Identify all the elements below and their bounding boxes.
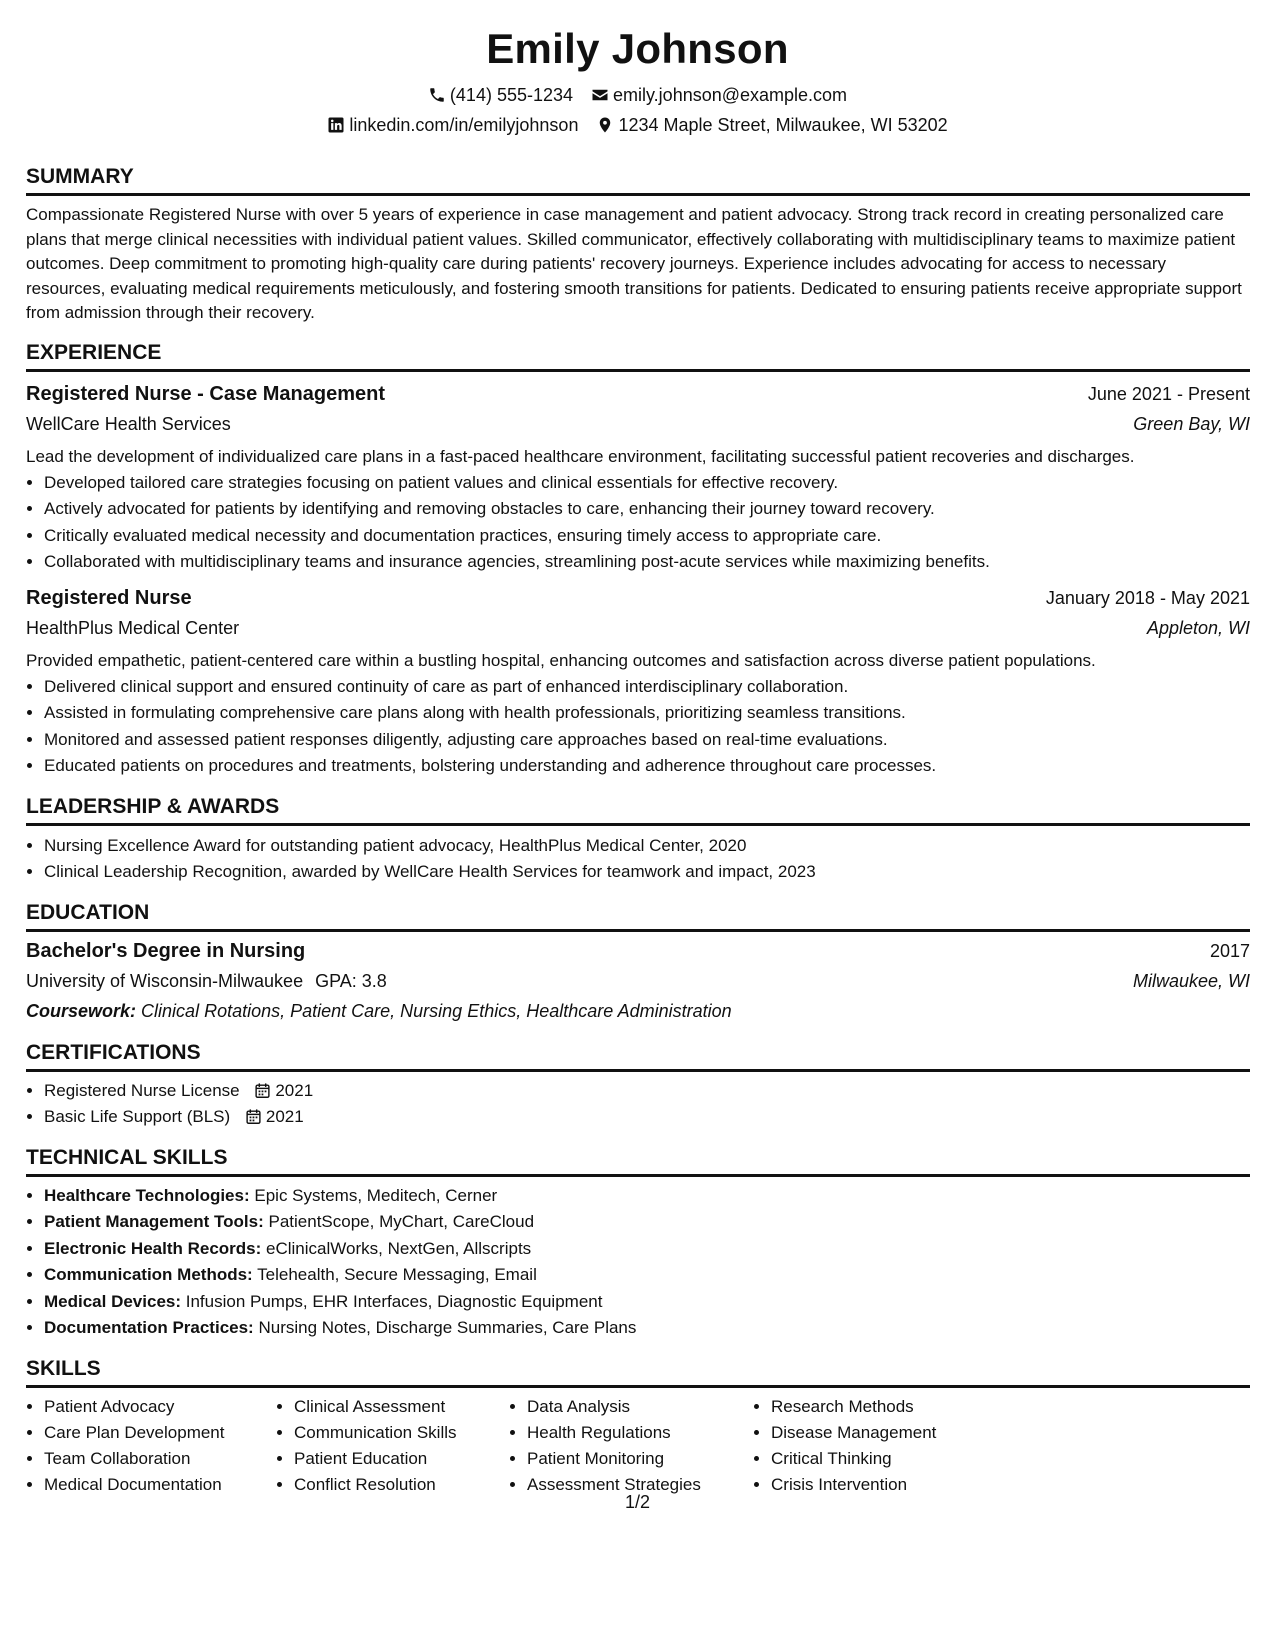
leadership-title: LEADERSHIP & AWARDS (26, 794, 1250, 826)
experience-section (26, 340, 1250, 780)
list-item (44, 1315, 1250, 1342)
school-name: University of Wisconsin-Milwaukee (26, 970, 304, 991)
skill-values: Telehealth, Secure Messaging, Email (257, 1265, 537, 1284)
list-item: • Patient Education (294, 1446, 509, 1472)
list-item: • Clinical Assessment (294, 1394, 509, 1420)
skills-section (26, 1356, 1250, 1498)
leadership-section (26, 794, 1250, 886)
skill-values: Epic Systems, Meditech, Cerner (254, 1185, 498, 1205)
list-item (44, 1262, 1250, 1289)
skill-category: Healthcare Technologies: (44, 1185, 250, 1205)
skill-category: Patient Management Tools: (44, 1212, 264, 1231)
list-item (44, 1236, 1250, 1263)
skills-column (26, 1394, 276, 1498)
phone-icon (428, 86, 446, 104)
resume-content (26, 164, 1250, 1512)
skill-values: Infusion Pumps, EHR Interfaces, Diagnostic Equipment (185, 1291, 603, 1311)
list-item: • Developed tailored care strategies focusing on patient values and clinical essentials for effective recovery. (44, 470, 1250, 497)
list-item (44, 1209, 1250, 1236)
contact-line-2 (0, 114, 1275, 136)
job-location: Appleton, WI (1146, 617, 1250, 638)
map-pin-icon (596, 116, 614, 134)
list-item (44, 1183, 1250, 1210)
certifications-list (26, 1078, 1250, 1131)
job-title: Registered Nurse - Case Management (26, 382, 386, 405)
phone-contact (428, 84, 573, 106)
job-company: WellCare Health Services (26, 413, 231, 434)
address-text: 1234 Maple Street, Milwaukee, WI 53202 (618, 115, 948, 135)
job-title: Registered Nurse (26, 586, 192, 609)
certification-year: 2021 (265, 1107, 304, 1126)
linkedin-url[interactable]: linkedin.com/in/emilyjohnson (349, 115, 579, 135)
job-entry (26, 379, 1250, 576)
skill-category: Medical Devices: (44, 1291, 182, 1311)
email-contact[interactable] (591, 84, 847, 106)
skills-column (509, 1394, 753, 1498)
list-item: • Critically evaluated medical necessity and documentation practices, ensuring timely access to appropriate care. (44, 523, 1250, 550)
certification-name: Registered Nurse License (44, 1080, 240, 1100)
calendar-icon (254, 1081, 271, 1098)
gpa: GPA: 3.8 (315, 970, 387, 991)
school-info (26, 967, 387, 996)
list-item (44, 1104, 1250, 1131)
job-company: HealthPlus Medical Center (26, 617, 240, 638)
resume-header (0, 0, 1275, 136)
job-dates: January 2018 - May 2021 (1045, 587, 1250, 608)
list-item: • Nursing Excellence Award for outstanding patient advocacy, HealthPlus Medical Center, 2020 (44, 833, 1250, 860)
coursework-list: Clinical Rotations, Patient Care, Nursing Ethics, Healthcare Administration (141, 1000, 732, 1021)
skill-values: PatientScope, MyChart, CareCloud (268, 1212, 535, 1231)
experience-title: EXPERIENCE (26, 340, 1250, 372)
email-address[interactable]: emily.johnson@example.com (613, 85, 848, 105)
list-item: • Care Plan Development (44, 1420, 276, 1446)
education-section (26, 900, 1250, 1026)
job-description: Provided empathetic, patient-centered care within a bustling hospital, enhancing outcomes and satisfaction across diverse patient populations. (26, 650, 1096, 670)
linkedin-contact[interactable] (327, 114, 578, 136)
summary-text: Compassionate Registered Nurse with over 5 years of experience in case management and patient advocacy. Strong track record in creating personalized care plans that merge clinical necessities with individual patient values. Skilled communicator, effectively collaborating with multidisciplinary teams to maximize patient outcomes. Deep commitment to promoting high-quality care during patients' recovery journeys. Experience includes advocating for access to necessary resources, evaluating medical requirements meticulously, and fostering smooth transitions for patients. Dedicated to ensuring patients receive appropriate support from admission through their recovery. (26, 205, 1242, 322)
job-location: Green Bay, WI (1133, 413, 1250, 434)
skill-category: Documentation Practices: (44, 1318, 254, 1337)
envelope-icon (591, 86, 609, 104)
list-item: • Collaborated with multidisciplinary teams and insurance agencies, streamlining post-acute services while maximizing benefits. (44, 549, 1250, 576)
graduation-year: 2017 (1209, 940, 1250, 961)
summary-title: SUMMARY (26, 164, 1250, 196)
list-item: • Communication Skills (294, 1420, 509, 1446)
job-description: Lead the development of individualized care plans in a fast-paced healthcare environment, facilitating successful patient recoveries and discharges. (26, 446, 1135, 466)
coursework-label: Coursework: (26, 1000, 137, 1021)
linkedin-icon (327, 116, 345, 134)
list-item: • Delivered clinical support and ensured continuity of care as part of enhanced interdisciplinary collaboration. (44, 674, 1250, 701)
list-item: • Actively advocated for patients by identifying and removing obstacles to care, enhancing their journey toward recovery. (44, 496, 1250, 523)
list-item: • Conflict Resolution (294, 1472, 509, 1498)
job-subheader (26, 409, 1250, 439)
school-location: Milwaukee, WI (1132, 970, 1250, 991)
list-item: • Critical Thinking (771, 1446, 1011, 1472)
awards-list (26, 833, 1250, 886)
certification-name: Basic Life Support (BLS) (44, 1107, 231, 1126)
page-number: 1/2 (624, 1492, 651, 1512)
technical-skills-title: TECHNICAL SKILLS (26, 1145, 1250, 1177)
list-item: • Team Collaboration (44, 1446, 276, 1472)
list-item: • Monitored and assessed patient responses diligently, adjusting care approaches based on real-time evaluations. (44, 727, 1250, 754)
coursework (26, 996, 1250, 1026)
certifications-section (26, 1040, 1250, 1131)
list-item: • Assisted in formulating comprehensive care plans along with health professionals, prioritizing seamless transitions. (44, 700, 1250, 727)
job-bullets (26, 674, 1250, 780)
technical-skills-list (26, 1183, 1250, 1342)
technical-skills-section (26, 1145, 1250, 1342)
list-item: • Patient Advocacy (44, 1394, 276, 1420)
list-item: • Health Regulations (527, 1420, 753, 1446)
list-item: • Patient Monitoring (527, 1446, 753, 1472)
skills-column (276, 1394, 509, 1498)
list-item (44, 1078, 1250, 1105)
skills-title: SKILLS (26, 1356, 1250, 1388)
skill-category: Electronic Health Records: (44, 1238, 262, 1258)
skill-category: Communication Methods: (44, 1265, 253, 1284)
candidate-name: Emily Johnson (486, 25, 789, 72)
phone-number: (414) 555-1234 (449, 85, 574, 105)
calendar-icon (245, 1107, 262, 1124)
job-entry (26, 583, 1250, 780)
address-contact (596, 114, 947, 136)
list-item: • Disease Management (771, 1420, 1011, 1446)
list-item: • Research Methods (771, 1394, 1011, 1420)
list-item: • Assessment Strategies (527, 1472, 753, 1498)
list-item: • Crisis Intervention (771, 1472, 1011, 1498)
job-header (26, 379, 1250, 409)
certification-year: 2021 (275, 1080, 314, 1100)
job-subheader (26, 613, 1250, 643)
skill-values: eClinicalWorks, NextGen, Allscripts (266, 1238, 532, 1258)
skills-grid (26, 1394, 1250, 1498)
list-item (44, 1289, 1250, 1316)
education-title: EDUCATION (26, 900, 1250, 932)
list-item: • Clinical Leadership Recognition, awarded by WellCare Health Services for teamwork and impact, 2023 (44, 859, 1250, 886)
certifications-title: CERTIFICATIONS (26, 1040, 1250, 1072)
summary-section (26, 164, 1250, 326)
education-header (26, 936, 1250, 966)
contact-line-1 (0, 84, 1275, 106)
list-item: • Data Analysis (527, 1394, 753, 1420)
job-bullets (26, 470, 1250, 576)
list-item: • Educated patients on procedures and treatments, bolstering understanding and adherence throughout care processes. (44, 753, 1250, 780)
job-header (26, 583, 1250, 613)
skills-column (753, 1394, 1011, 1498)
job-dates: June 2021 - Present (1087, 383, 1250, 404)
education-subheader (26, 966, 1250, 996)
degree-name: Bachelor's Degree in Nursing (26, 939, 306, 962)
skill-values: Nursing Notes, Discharge Summaries, Care Plans (258, 1318, 637, 1337)
list-item: • Medical Documentation (44, 1472, 276, 1498)
